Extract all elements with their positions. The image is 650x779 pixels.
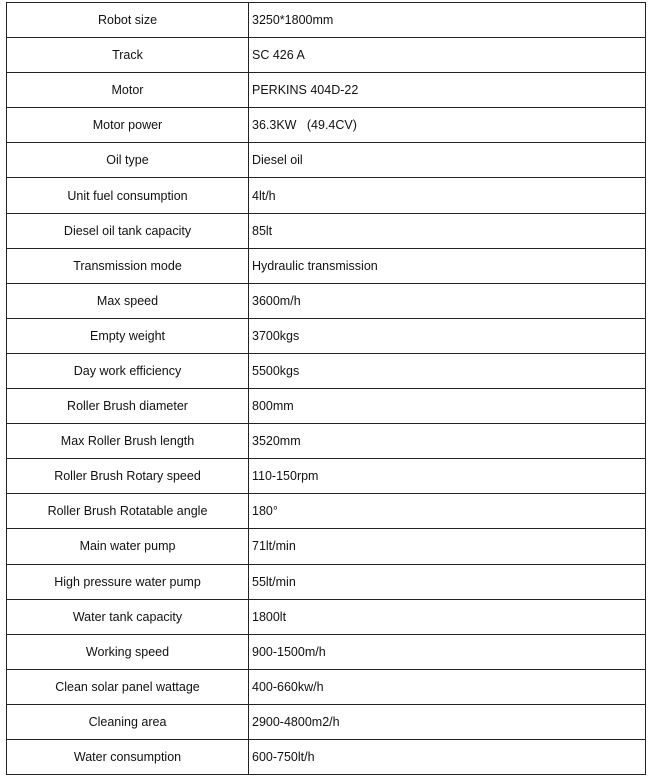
spec-value: Diesel oil — [249, 143, 646, 178]
spec-value: 2900-4800m2/h — [249, 704, 646, 739]
spec-label: Working speed — [7, 634, 249, 669]
spec-value: 3250*1800mm — [249, 3, 646, 38]
spec-label: Roller Brush diameter — [7, 389, 249, 424]
table-row — [7, 178, 646, 213]
spec-label: Diesel oil tank capacity — [7, 213, 249, 248]
table-row — [7, 634, 646, 669]
spec-value: 71lt/min — [249, 529, 646, 564]
spec-label: Unit fuel consumption — [7, 178, 249, 213]
spec-value: SC 426 A — [249, 38, 646, 73]
spec-label: Water tank capacity — [7, 599, 249, 634]
spec-label: Transmission mode — [7, 248, 249, 283]
spec-label: Oil type — [7, 143, 249, 178]
spec-label: Robot size — [7, 3, 249, 38]
table-row — [7, 459, 646, 494]
spec-label: High pressure water pump — [7, 564, 249, 599]
spec-label: Day work efficiency — [7, 353, 249, 388]
spec-value: 800mm — [249, 389, 646, 424]
table-row — [7, 38, 646, 73]
table-row — [7, 353, 646, 388]
table-row — [7, 248, 646, 283]
spec-value: 400-660kw/h — [249, 669, 646, 704]
spec-label: Empty weight — [7, 318, 249, 353]
table-row — [7, 389, 646, 424]
table-row — [7, 213, 646, 248]
spec-label: Cleaning area — [7, 704, 249, 739]
table-row — [7, 424, 646, 459]
table-row — [7, 599, 646, 634]
table-row — [7, 564, 646, 599]
spec-table — [6, 2, 646, 775]
spec-label: Track — [7, 38, 249, 73]
table-row — [7, 318, 646, 353]
spec-label: Water consumption — [7, 739, 249, 774]
spec-label: Motor — [7, 73, 249, 108]
spec-value: 900-1500m/h — [249, 634, 646, 669]
table-row — [7, 739, 646, 774]
table-row — [7, 3, 646, 38]
spec-label: Clean solar panel wattage — [7, 669, 249, 704]
spec-value: 36.3KW (49.4CV) — [249, 108, 646, 143]
spec-value: 110-150rpm — [249, 459, 646, 494]
spec-value: 180° — [249, 494, 646, 529]
spec-value: 3600m/h — [249, 283, 646, 318]
spec-table-body — [7, 3, 646, 775]
spec-value: 3520mm — [249, 424, 646, 459]
table-row — [7, 143, 646, 178]
spec-value: 85lt — [249, 213, 646, 248]
spec-label: Roller Brush Rotatable angle — [7, 494, 249, 529]
spec-label: Main water pump — [7, 529, 249, 564]
table-row — [7, 108, 646, 143]
spec-value: 600-750lt/h — [249, 739, 646, 774]
spec-value: 5500kgs — [249, 353, 646, 388]
spec-value: 4lt/h — [249, 178, 646, 213]
table-row — [7, 529, 646, 564]
spec-label: Max Roller Brush length — [7, 424, 249, 459]
spec-value: 1800lt — [249, 599, 646, 634]
table-row — [7, 704, 646, 739]
spec-label: Roller Brush Rotary speed — [7, 459, 249, 494]
spec-label: Motor power — [7, 108, 249, 143]
spec-value: 3700kgs — [249, 318, 646, 353]
table-row — [7, 669, 646, 704]
spec-value: Hydraulic transmission — [249, 248, 646, 283]
table-row — [7, 283, 646, 318]
table-row — [7, 73, 646, 108]
spec-value: 55lt/min — [249, 564, 646, 599]
spec-value: PERKINS 404D-22 — [249, 73, 646, 108]
spec-label: Max speed — [7, 283, 249, 318]
table-row — [7, 494, 646, 529]
